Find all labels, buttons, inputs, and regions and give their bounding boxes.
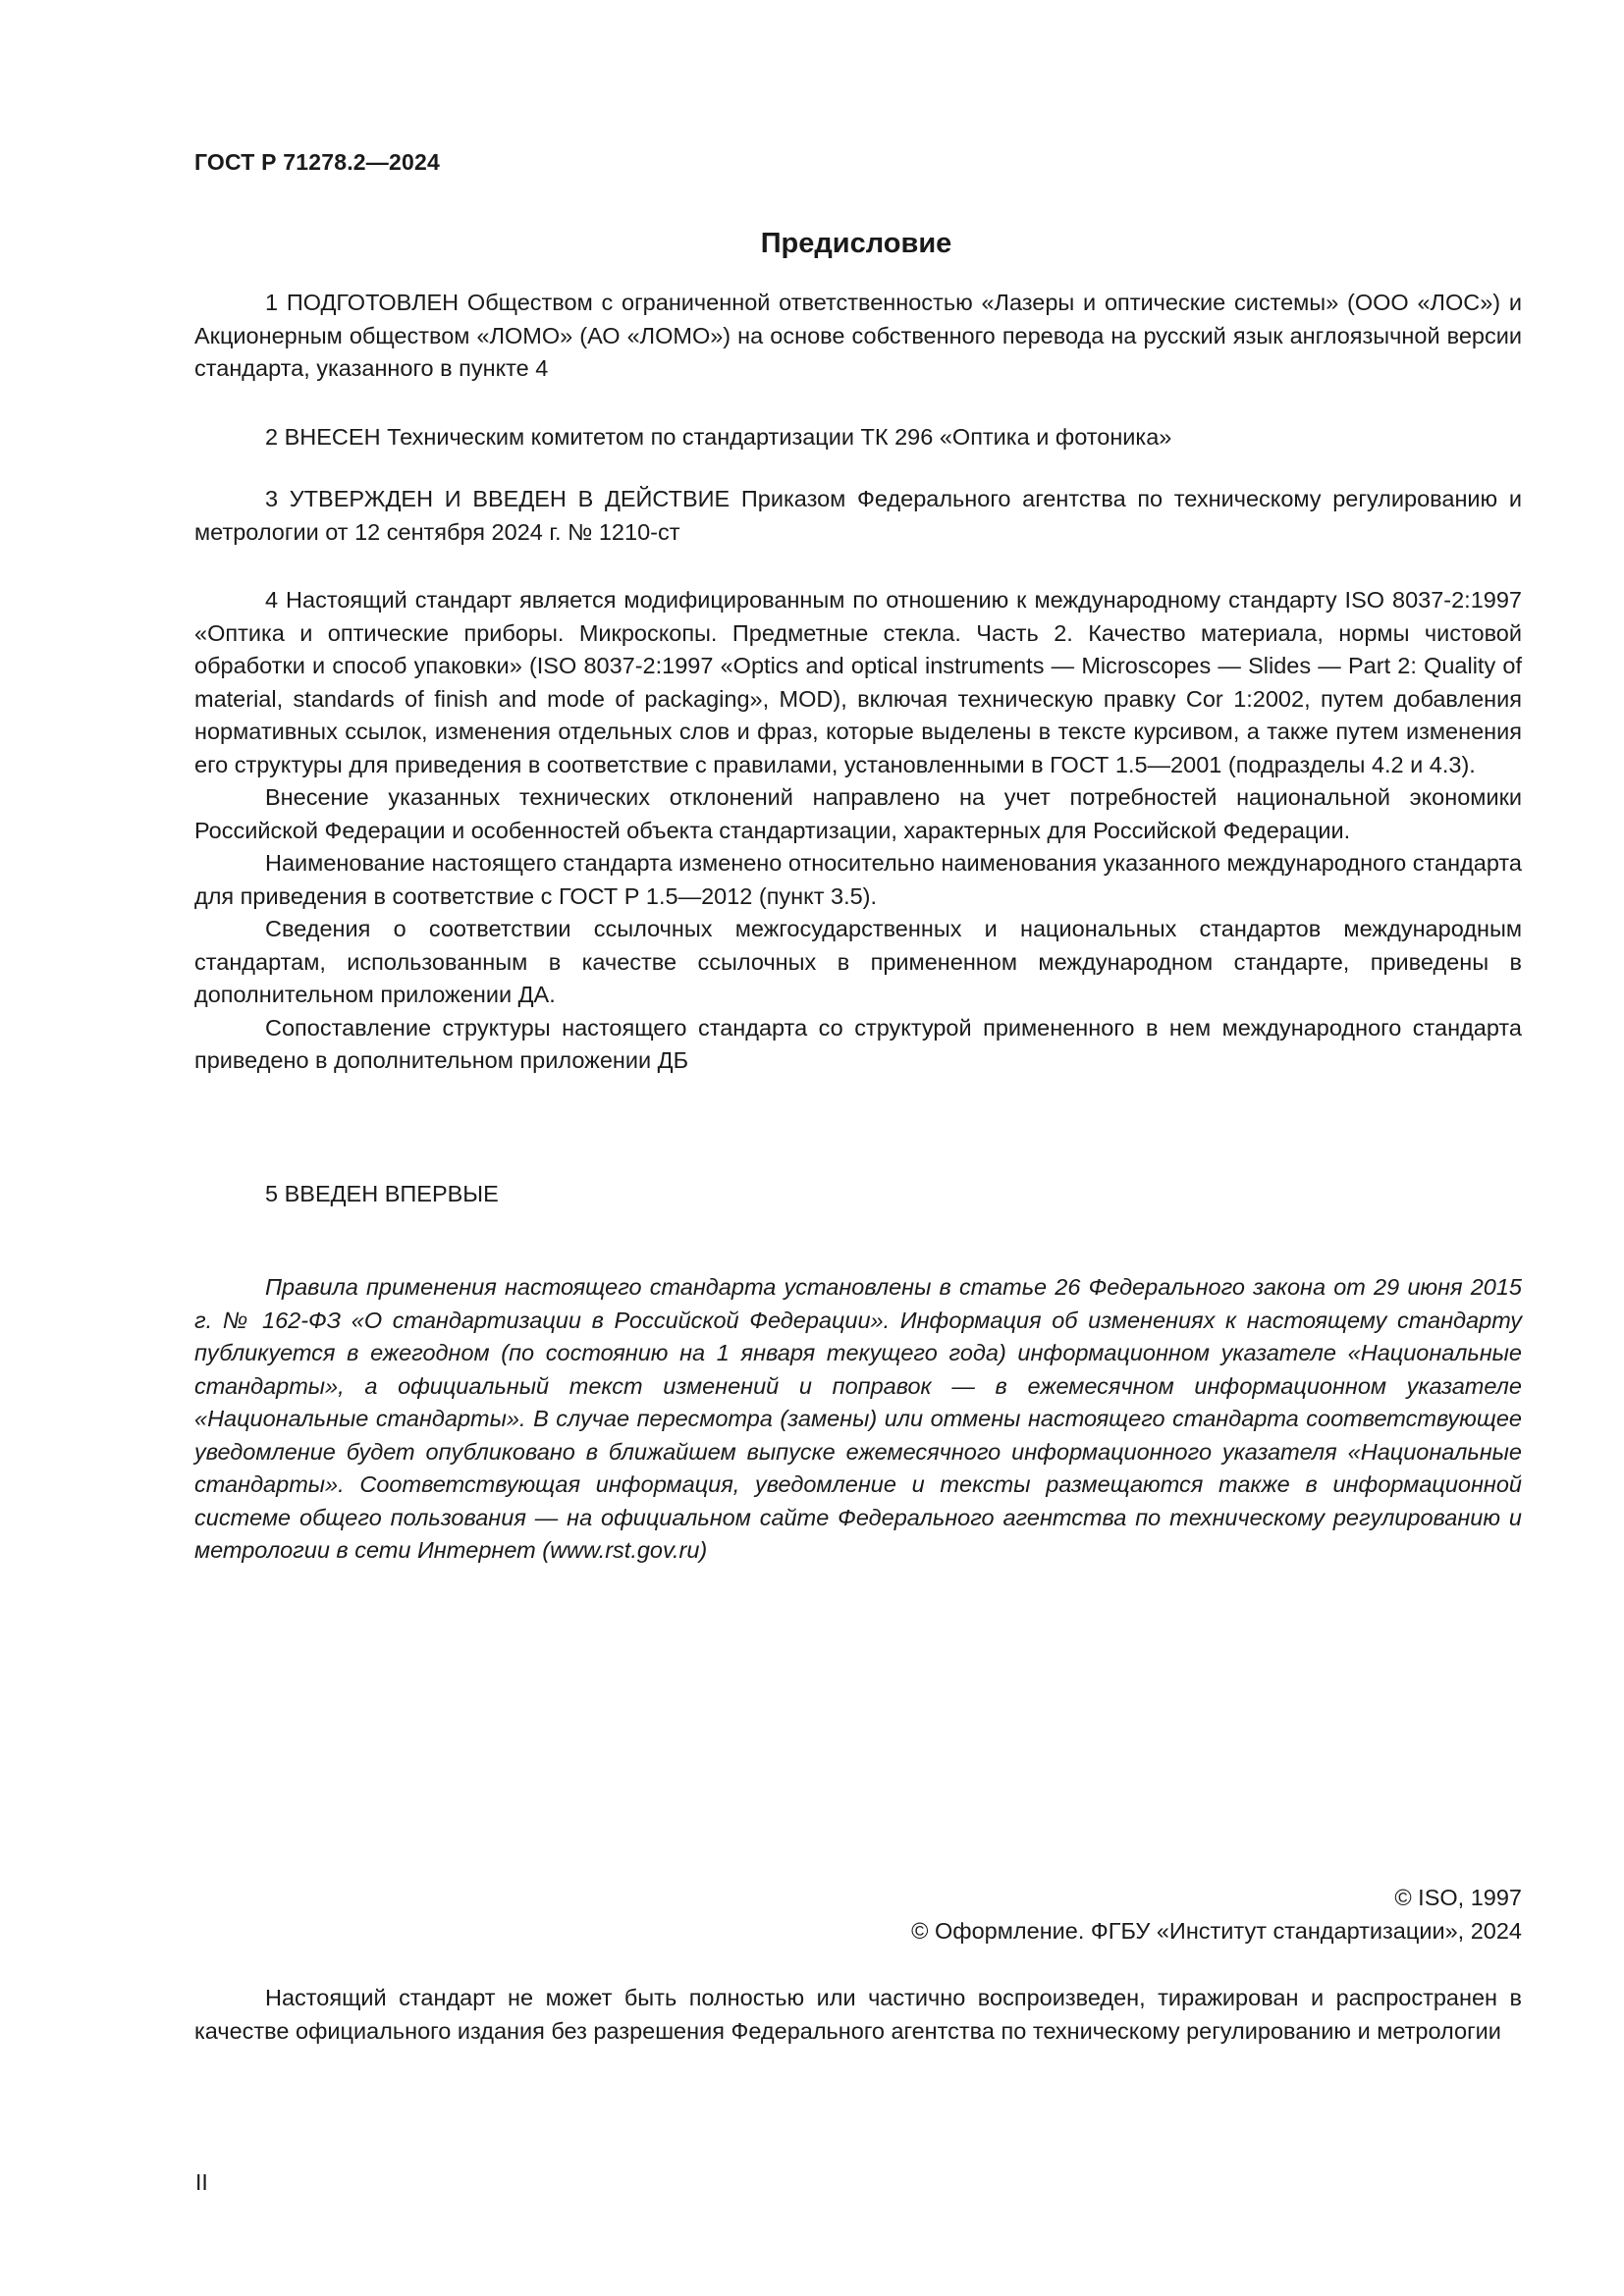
paragraph: Внесение указанных технических отклонений направлено на учет потребностей национальной экономики Российской Федерации и особенностей объекта стандартизации, характерных для Российской Федерации. <box>194 784 1522 843</box>
application-rules-notice <box>194 1271 1522 1568</box>
page-title: Предисловие <box>760 228 952 259</box>
copyright-iso: © ISO, 1997 <box>1394 1885 1522 1910</box>
paragraph: Сведения о соответствии ссылочных межгосударственных и национальных стандартов международным стандартам, использованным в качестве ссылочных в примененном международном стандарте, приведены в дополнительном приложении ДА. <box>194 916 1522 1007</box>
paragraph: 1 ПОДГОТОВЛЕН Обществом с ограниченной ответственностью «Лазеры и оптические системы» (ООО «ЛОС») и Акционерным обществом «ЛОМО» (АО «ЛОМО») на основе собственного перевода на русский язык англоязычной версии стандарта, указанного в пункте 4 <box>194 290 1522 381</box>
paragraph: 4 Настоящий стандарт является модифицированным по отношению к международному стандарту ISO 8037-2:1997 «Оптика и оптические приборы. Микроскопы. Предметные стекла. Часть 2. Качество материала, нормы чистовой обработки и способ упаковки» (ISO 8037-2:1997 «Optics and optical instruments — Microscopes — Slides — Part 2: Quality of material, standards of finish and mode of packaging», MOD), включая техническую правку Cor 1:2002, путем добавления нормативных ссылок, изменения отдельных слов и фраз, которые выделены в тексте курсивом, а также путем изменения его структуры для приведения в соответствие с правилами, установленными в ГОСТ 1.5—2001 (подразделы 4.2 и 4.3). <box>194 587 1522 777</box>
paragraph: 5 ВВЕДЕН ВПЕРВЫЕ <box>265 1181 499 1206</box>
reproduction-restriction <box>194 1982 1522 2048</box>
foreword-item-1 <box>194 287 1522 386</box>
foreword-item-3 <box>194 483 1522 549</box>
paragraph: Сопоставление структуры настоящего стандарта со структурой примененного в нем международного стандарта приведено в дополнительном приложении ДБ <box>194 1014 1522 1073</box>
paragraph: Правила применения настоящего стандарта установлены в статье 26 Федерального закона от 29 июня 2015 г. № 162-ФЗ «О стандартизации в Российской Федерации». Информация об изменениях к настоящему стандарту публикуется в ежегодном (по состоянию на 1 января текущего года) информационном указателе «Национальные стандарты», а официальный текст изменений и поправок — в ежемесячном информационном указателе «Национальные стандарты». В случае пересмотра (замены) или отмены настоящего стандарта соответствующее уведомление будет опубликовано в ближайшем выпуске ежемесячного информационного указателя «Национальные стандарты». Соответствующая информация, уведомление и тексты размещаются также в информационной системе общего пользования — на официальном сайте Федерального агентства по техническому регулированию и метрологии в сети Интернет (www.rst.gov.ru) <box>194 1274 1522 1563</box>
copyright-block <box>911 1881 1522 1948</box>
foreword-item-2 <box>194 421 1522 454</box>
paragraph: Настоящий стандарт не может быть полностью или частично воспроизведен, тиражирован и распространен в качестве официального издания без разрешения Федерального агентства по техническому регулированию и метрологии <box>194 1985 1522 2044</box>
paragraph: 2 ВНЕСЕН Техническим комитетом по стандартизации ТК 296 «Оптика и фотоника» <box>265 424 1172 450</box>
paragraph: 3 УТВЕРЖДЕН И ВВЕДЕН В ДЕЙСТВИЕ Приказом Федерального агентства по техническому регулированию и метрологии от 12 сентября 2024 г. № 1210-ст <box>194 486 1522 545</box>
page-number: II <box>195 2169 208 2195</box>
paragraph: Наименование настоящего стандарта изменено относительно наименования указанного международного стандарта для приведения в соответствие с ГОСТ Р 1.5—2012 (пункт 3.5). <box>194 850 1522 909</box>
document-identifier: ГОСТ Р 71278.2—2024 <box>194 149 440 175</box>
foreword-item-5 <box>194 1178 1522 1211</box>
copyright-design: © Оформление. ФГБУ «Институт стандартизации», 2024 <box>911 1918 1522 1944</box>
foreword-item-4 <box>194 584 1522 1078</box>
